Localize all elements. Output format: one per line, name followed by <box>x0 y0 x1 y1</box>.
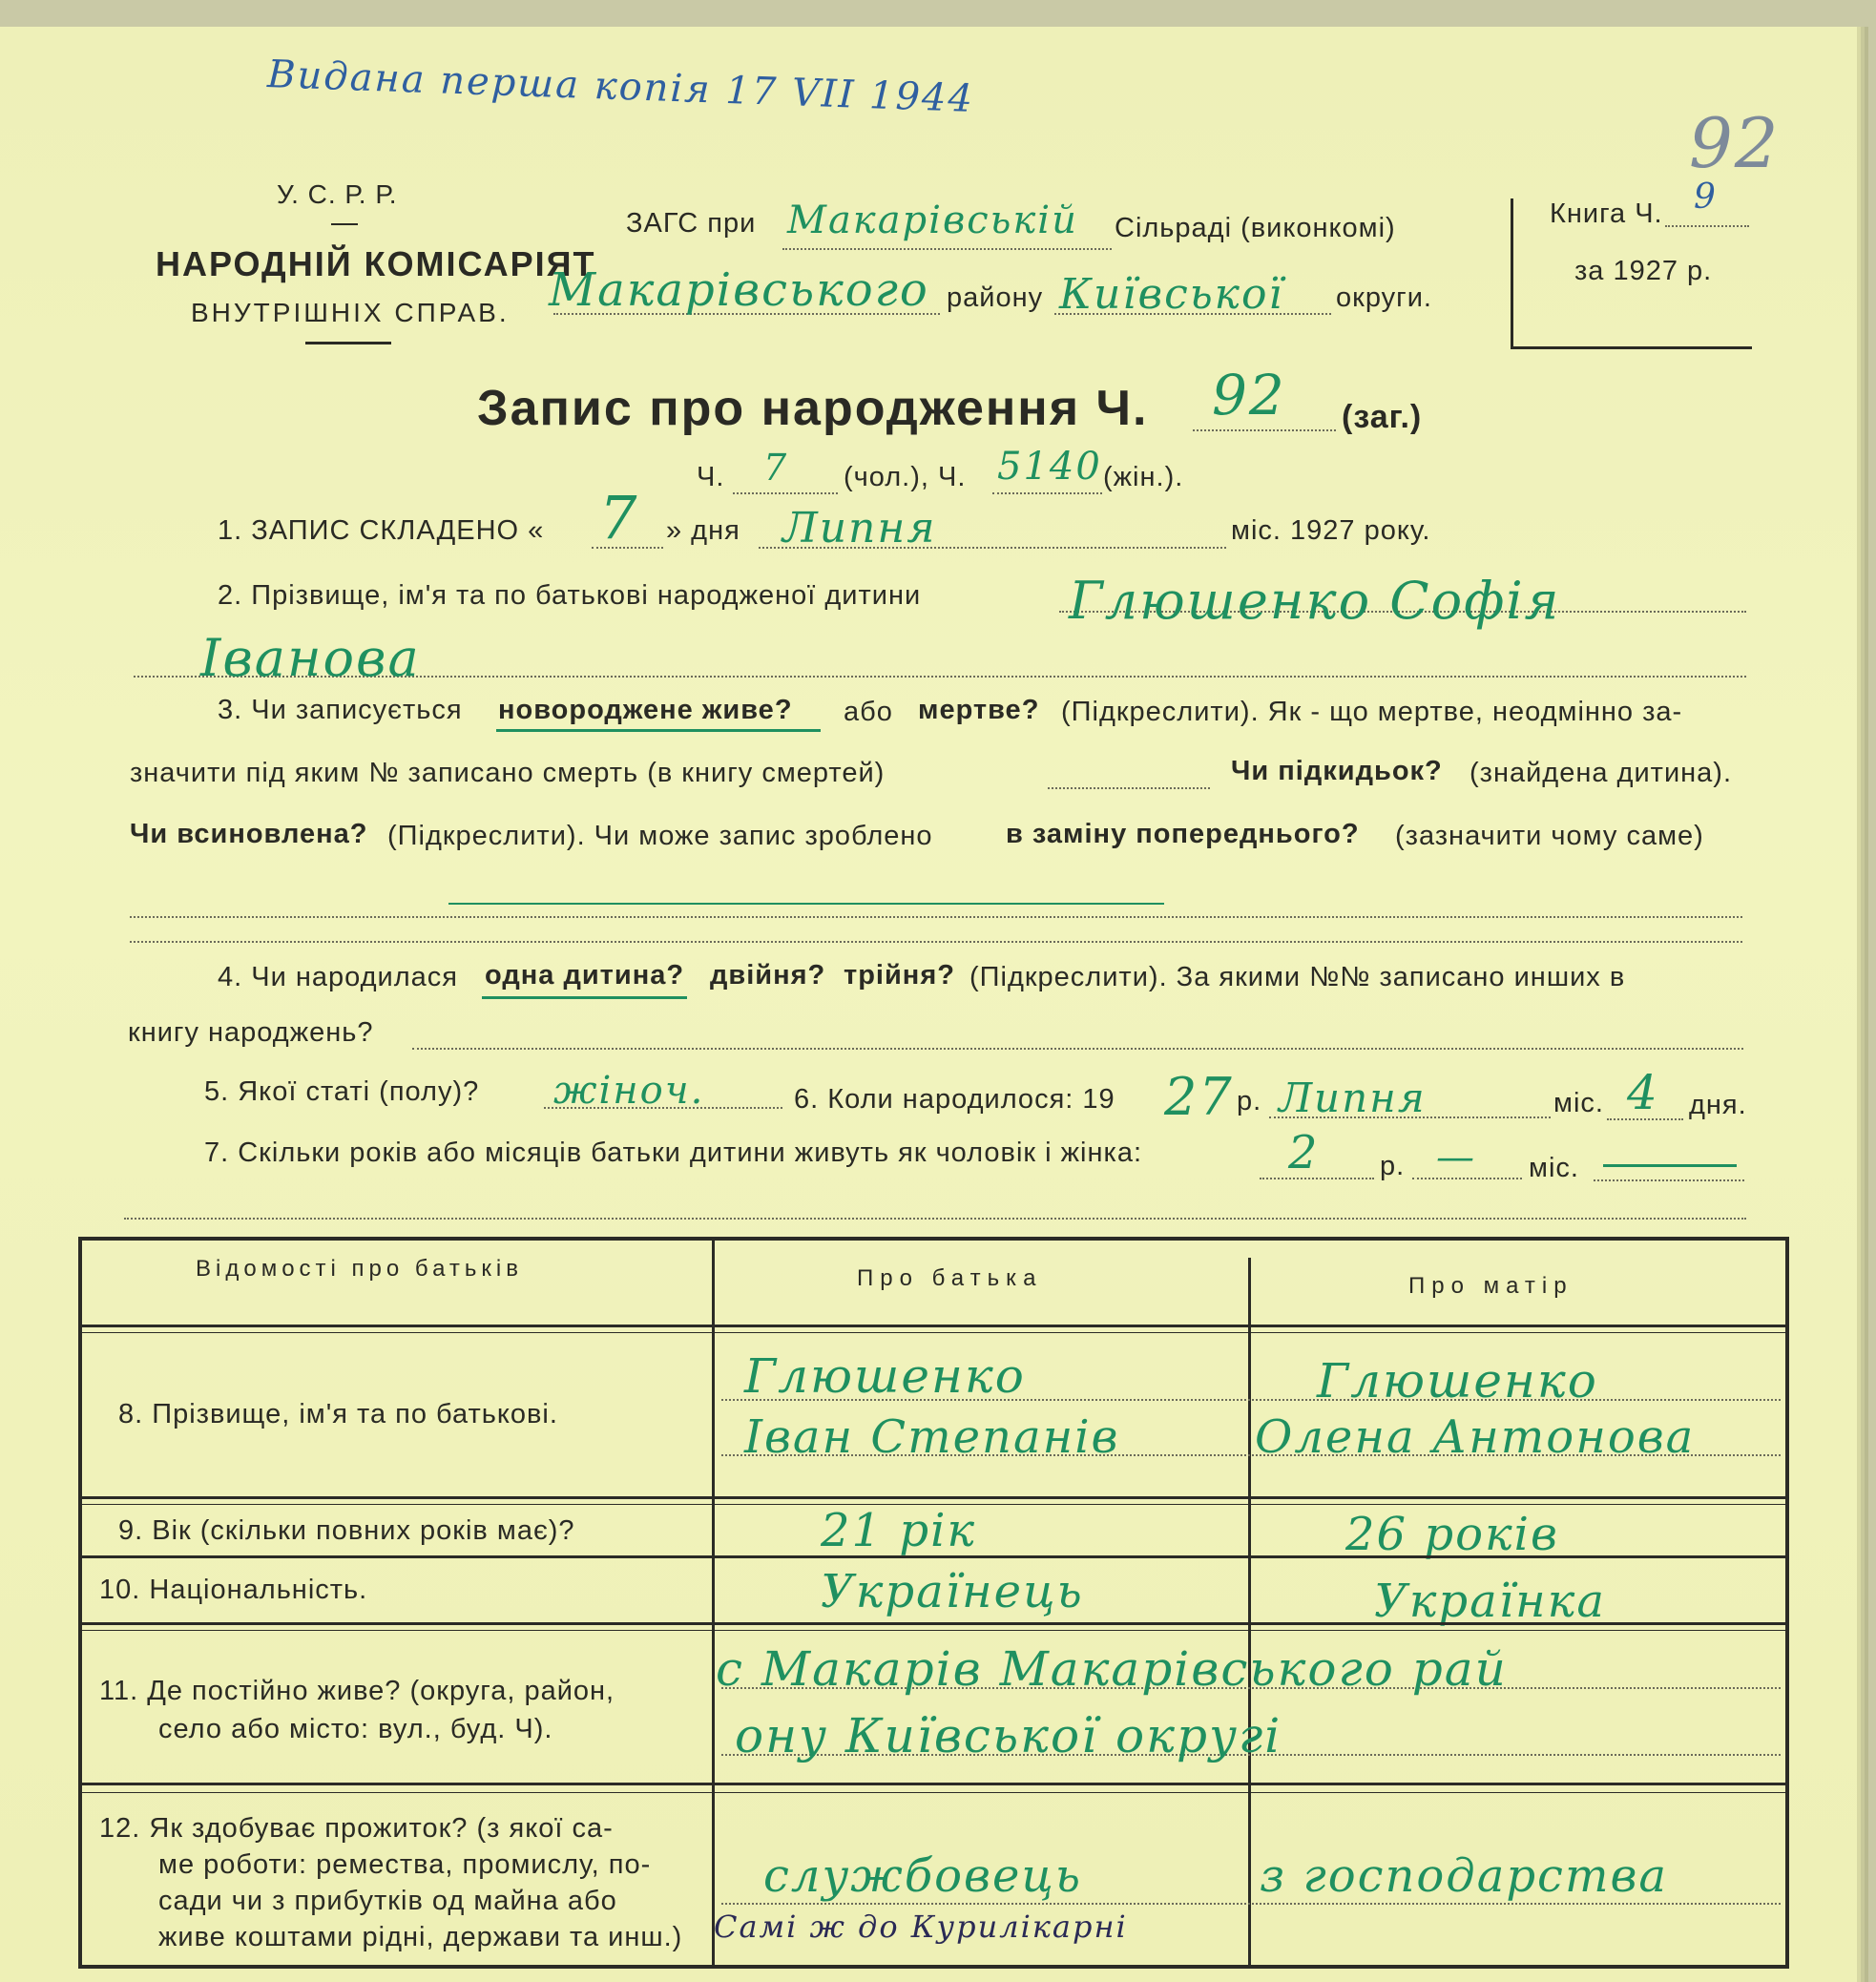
f4-others-line <box>412 1048 1743 1050</box>
f1-label: 1. ЗАПИС СКЛАДЕНО « <box>218 515 545 546</box>
zags-value: Макарівській <box>787 198 1078 242</box>
district-value: Макарівського <box>549 263 929 317</box>
table-header-rule <box>80 1325 1787 1327</box>
f3-dead: мертве? <box>918 695 1040 725</box>
col-header-father: Про батька <box>857 1265 1043 1291</box>
table-header-rule-2 <box>80 1332 1787 1333</box>
okrug-label: округи. <box>1336 282 1432 313</box>
row12-dots <box>721 1903 1781 1905</box>
row10-mother: Українка <box>1374 1575 1606 1628</box>
row8-label: 8. Прізвище, ім'я та по батькові. <box>118 1399 558 1429</box>
row9-rule <box>80 1555 1787 1558</box>
f1-day: 7 <box>599 483 639 553</box>
council-label: Сільраді (виконкомі) <box>1115 213 1396 243</box>
row10-father: Українець <box>821 1565 1084 1618</box>
f1-mid: » дня <box>666 515 740 546</box>
f3-newborn-underline <box>496 729 821 732</box>
book-value: 9 <box>1694 177 1718 217</box>
f3-line5 <box>130 941 1742 943</box>
table-col-divider-1 <box>712 1239 715 1969</box>
title-suffix: (заг.) <box>1342 399 1423 435</box>
f3-replacement: в заміну попереднього? <box>1006 819 1360 849</box>
zags-prefix: ЗАГС при <box>626 208 757 239</box>
zags-line <box>782 248 1112 250</box>
f4-single-underline <box>482 996 687 999</box>
f6-label: 6. Коли народилося: 19 <box>794 1084 1115 1115</box>
title-number: 92 <box>1212 363 1286 428</box>
row12-father: службовець <box>763 1849 1083 1903</box>
row12-extra: Самі ж до Курилікарні <box>714 1909 1128 1945</box>
row8-mother-1: Глюшенко <box>1317 1353 1598 1408</box>
f7-end-stroke <box>1603 1164 1737 1167</box>
header-dash <box>331 223 358 225</box>
f7-mis: міс. <box>1529 1153 1579 1183</box>
record-title: Запис про народження Ч. <box>477 381 1149 436</box>
female-line <box>992 492 1102 494</box>
row10-rule-2 <box>80 1630 1787 1631</box>
f5-label: 5. Якої статі (полу)? <box>204 1076 480 1107</box>
f7-end-line <box>1594 1179 1744 1181</box>
row11-address-2: ону Київської округі <box>735 1708 1282 1763</box>
row11-rule <box>80 1783 1787 1785</box>
row10-label: 10. Національність. <box>99 1575 368 1605</box>
f6-dnia: дня. <box>1689 1090 1747 1120</box>
row10-rule <box>80 1622 1787 1625</box>
f6-month: Липня <box>1279 1074 1427 1121</box>
male-line <box>733 492 838 494</box>
male-label: (чол.), Ч. <box>844 462 967 492</box>
row12-label-3: сади чи з прибутків од майна або <box>158 1886 617 1916</box>
female-value: 5140 <box>997 445 1102 489</box>
f3-line3-d: (зазначити чому саме) <box>1395 821 1704 851</box>
f3-dash-stroke <box>448 903 1164 905</box>
f7-months: — <box>1436 1136 1476 1179</box>
f6-year: 27 <box>1164 1067 1234 1127</box>
f4-triplets: трійня? <box>844 960 955 991</box>
f2-value-line1: Глюшенко Софія <box>1069 571 1561 631</box>
row8-mother-2: Олена Антонова <box>1255 1410 1696 1464</box>
f2-label: 2. Прізвище, ім'я та по батькові народженої дитини <box>218 580 922 611</box>
f2-value-line2: Іванова <box>200 628 421 688</box>
col-header-mother: Про матір <box>1408 1273 1574 1299</box>
header-rule <box>305 342 391 344</box>
corner-number: 92 <box>1689 103 1781 183</box>
f3-newborn-alive: новороджене живе? <box>498 695 793 725</box>
republic-label: У. С. Р. Р. <box>277 179 398 209</box>
row12-mother: з господарства <box>1260 1849 1669 1903</box>
f6-day: 4 <box>1627 1065 1659 1120</box>
f4-single: одна дитина? <box>485 960 685 991</box>
f3-line1-e: (Підкреслити). Як - що мертве, неодмінно за- <box>1061 697 1683 727</box>
f5-value: жіноч. <box>553 1069 705 1113</box>
f3-line1-a: 3. Чи записується <box>218 695 463 725</box>
commissariat-title: НАРОДНІЙ КОМІСАРІЯТ <box>156 244 596 283</box>
f4-line2: книгу народжень? <box>128 1017 374 1048</box>
f3-line4 <box>130 916 1742 918</box>
male-value: 7 <box>763 447 789 489</box>
f3-line2-c: (знайдена дитина). <box>1470 758 1733 788</box>
f3-line3-b: (Підкреслити). Чи може запис зроблено <box>387 821 933 851</box>
f4-line1-e: (Підкреслити). За якими №№ записано инших в <box>969 962 1626 992</box>
f3-foundling: Чи підкидьок? <box>1231 756 1443 786</box>
top-note: Видана перша копія 17 VII 1944 <box>266 52 975 121</box>
book-line <box>1665 225 1749 227</box>
female-label: (жін.). <box>1103 462 1184 492</box>
f7-line2 <box>124 1218 1746 1220</box>
row9-father: 21 рік <box>821 1504 977 1557</box>
row11-label-2: село або місто: вул., буд. Ч). <box>158 1714 553 1744</box>
district-label: району <box>947 282 1044 313</box>
okrug-value: Київської <box>1059 270 1284 319</box>
row8-father-2: Іван Степанів <box>744 1410 1120 1464</box>
f3-line1-c: або <box>844 697 893 727</box>
f6-r: р. <box>1237 1086 1262 1116</box>
f4-twins: двійня? <box>710 960 826 991</box>
table-col-divider-2 <box>1248 1258 1251 1969</box>
row8-father-1: Глюшенко <box>744 1348 1026 1404</box>
row12-label-4: живе коштами рідні, держави та инш.) <box>158 1922 683 1952</box>
row9-mother: 26 років <box>1345 1508 1559 1561</box>
f3-death-line <box>1048 787 1210 789</box>
row11-label-1: 11. Де постійно живе? (округа, район, <box>99 1676 615 1706</box>
f1-end: міс. 1927 року. <box>1231 515 1431 546</box>
book-label: Книга Ч. <box>1550 198 1663 229</box>
f3-line2-a: значити під яким № записано смерть (в книгу смертей) <box>130 758 886 788</box>
f7-label: 7. Скільки років або місяців батьки дитини живуть як чоловік і жінка: <box>204 1137 1143 1168</box>
col-header-info: Відомості про батьків <box>196 1256 523 1282</box>
f6-mis: міс. <box>1553 1088 1604 1118</box>
sub-prefix: Ч. <box>697 462 725 492</box>
row12-label-2: ме роботи: ремества, промислу, по- <box>158 1849 652 1880</box>
year-label: за 1927 р. <box>1574 256 1713 286</box>
f3-adopted: Чи всиновлена? <box>130 819 368 849</box>
f4-line1-a: 4. Чи народилася <box>218 962 458 992</box>
row11-address-1: с Макарів Макарівського рай <box>716 1641 1508 1697</box>
row11-rule-2 <box>80 1792 1787 1793</box>
f1-month: Липня <box>782 504 937 553</box>
f7-r: р. <box>1380 1151 1406 1181</box>
row12-label-1: 12. Як здобуває прожиток? (з якої са- <box>99 1813 614 1844</box>
commissariat-subtitle: ВНУТРІШНІХ СПРАВ. <box>191 298 510 327</box>
row9-label: 9. Вік (скільки повних років має)? <box>118 1515 575 1546</box>
title-number-line <box>1193 429 1336 431</box>
record-sheet <box>0 27 1857 1982</box>
f7-years: 2 <box>1288 1126 1320 1179</box>
row8-rule <box>80 1496 1787 1499</box>
